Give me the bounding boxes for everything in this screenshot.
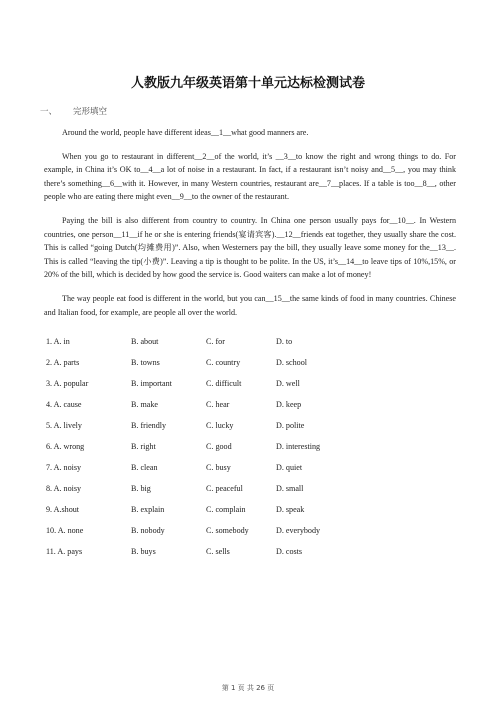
option-d: D. everybody — [276, 526, 321, 535]
option-a: 10. A. none — [46, 526, 84, 535]
option-a: 4. A. cause — [46, 400, 82, 409]
option-c: C. lucky — [206, 421, 234, 430]
option-c: C. hear — [206, 400, 230, 409]
option-c: C. complain — [206, 505, 246, 514]
option-c: C. country — [206, 358, 241, 367]
option-a: 3. A. popular — [46, 379, 89, 388]
option-c: C. for — [206, 337, 225, 346]
option-d: D. school — [276, 358, 308, 367]
option-b: B. towns — [131, 358, 160, 367]
option-b: B. clean — [131, 463, 158, 472]
option-c: C. busy — [206, 463, 231, 472]
question-row — [46, 441, 466, 462]
option-c: C. peaceful — [206, 484, 243, 493]
answer-options — [46, 336, 466, 567]
question-row — [46, 462, 466, 483]
question-row — [46, 525, 466, 546]
passage-paragraph: The way people eat food is different in the world, but you can__15__the same kinds of food in many countries. Chinese and Italian food, for example, are people all over the world. — [44, 293, 456, 317]
question-row — [46, 336, 466, 357]
option-d: D. speak — [276, 505, 305, 514]
option-a: 5. A. lively — [46, 421, 82, 430]
option-b: B. explain — [131, 505, 165, 514]
option-d: D. small — [276, 484, 304, 493]
option-b: B. friendly — [131, 421, 167, 430]
option-d: D. costs — [276, 547, 303, 556]
option-c: C. difficult — [206, 379, 242, 388]
option-b: B. important — [131, 379, 172, 388]
question-row — [46, 357, 466, 378]
option-b: B. make — [131, 400, 158, 409]
question-row — [46, 378, 466, 399]
question-row — [46, 399, 466, 420]
option-c: C. somebody — [206, 526, 249, 535]
option-a: 6. A. wrong — [46, 442, 85, 451]
question-row — [46, 483, 466, 504]
option-b: B. buys — [131, 547, 156, 556]
option-d: D. polite — [276, 421, 305, 430]
option-d: D. to — [276, 337, 293, 346]
option-a: 1. A. in — [46, 337, 70, 346]
passage-paragraph: Around the world, people have different ideas__1__what good manners are. — [62, 128, 309, 137]
question-row — [46, 420, 466, 441]
passage-paragraph: When you go to restaurant in different__2__of the world, it’s __3__to know the right and wrong things to do. For example, in China it’s OK to__4__a lot of noise in a restaurant. In fact, if a restaurant isn’t noisy and__5__, you may think there’s something__6__with it. However, in many Western countries, restaurant are__7__places. If a table is too__8__, other people who are eating there might even__9__to the owner of the restaurant. — [44, 151, 456, 202]
option-a: 11. A. pays — [46, 547, 83, 556]
option-a: 9. A.shout — [46, 505, 80, 514]
page-footer: 第 1 页 共 26 页 — [221, 684, 275, 692]
option-d: D. quiet — [276, 463, 303, 472]
question-row — [46, 504, 466, 525]
option-d: D. interesting — [276, 442, 321, 451]
option-a: 8. A. noisy — [46, 484, 82, 493]
option-b: B. about — [131, 337, 159, 346]
option-a: 2. A. parts — [46, 358, 80, 367]
option-b: B. right — [131, 442, 156, 451]
passage-paragraph: Paying the bill is also different from country to country. In China one person usually pays for__10__. In Western countries, one person__11__if he or she is entering friends(宴请宾客).__12__friends eat together, they usually share the cost. This is called “going Dutch(均摊费用)”. Also, when Westerners pay the bill, they usually leave some money for the__13__. This is called “leaving the tip(小费)”. Leaving a tip is thought to be polite. In the US, it’s__14__to leave tips of 10%,15%, or 20% of the bill, which is decided by how good the service is. Good waiters can make a lot of money! — [44, 215, 456, 280]
option-d: D. keep — [276, 400, 302, 409]
section-number: 一、 — [40, 107, 58, 117]
option-c: C. good — [206, 442, 232, 451]
passage — [44, 126, 456, 329]
option-b: B. big — [131, 484, 151, 493]
section-heading — [40, 105, 107, 117]
question-row — [46, 546, 466, 567]
option-d: D. well — [276, 379, 300, 388]
page-title: 人教版九年级英语第十单元达标检测试卷 — [130, 76, 365, 91]
section-label: 完形填空 — [73, 107, 108, 117]
option-c: C. sells — [206, 547, 230, 556]
option-b: B. nobody — [131, 526, 165, 535]
option-a: 7. A. noisy — [46, 463, 82, 472]
